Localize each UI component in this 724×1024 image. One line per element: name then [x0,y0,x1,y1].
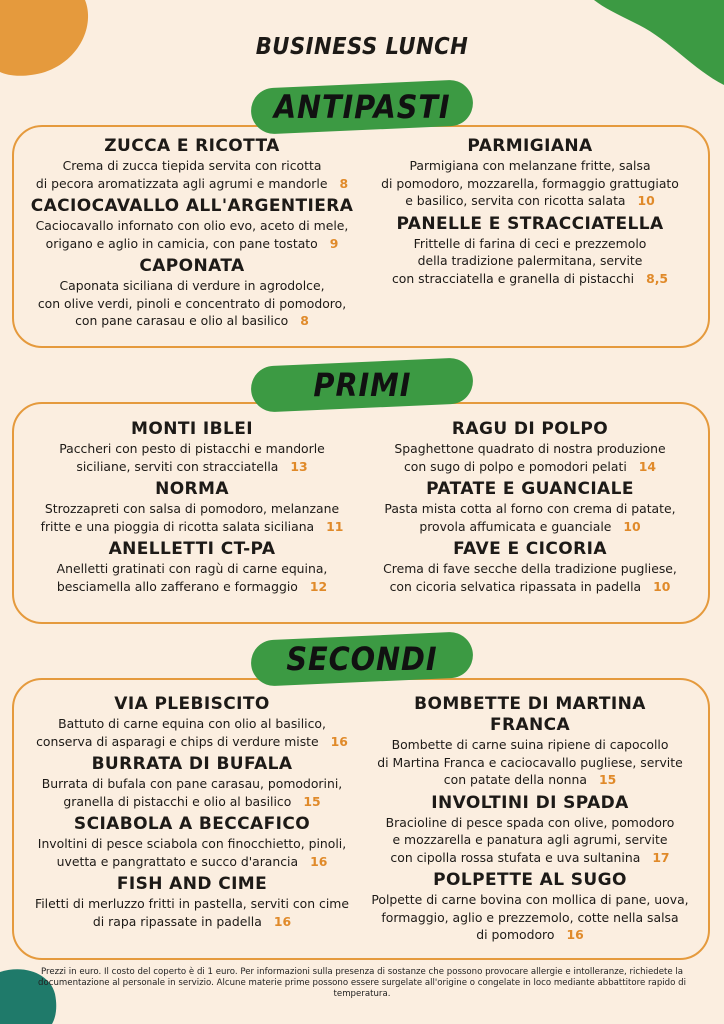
dish-name: CAPONATA [139,256,245,276]
dish-monti-iblei [20,419,364,475]
dish-name: FISH AND CIME [116,874,268,894]
dish-name: VIA PLEBISCITO [114,694,270,714]
price: 8 [300,313,309,328]
dish-patate-e-guanciale [362,479,698,535]
dish-description: Paccheri con pesto di pistacchi e mandorle siciliane, serviti con stracciatella 13 [59,441,325,474]
price: 16 [310,853,328,869]
price: 16 [566,927,584,942]
dish-description: Frittelle di farina di ceci e prezzemolo della tradizione palermitana, servite con stracciatella e granella di pistacchi 8,5 [391,235,669,286]
price: 15 [598,772,617,787]
price: 16 [330,733,348,749]
price: 10 [637,193,655,208]
dish-description: Crema di zucca tiepida servita con ricotta di pecora aromatizzata agli agrumi e mandorle 8 [35,158,349,191]
price: 16 [273,913,292,929]
dish-name: INVOLTINI DI SPADA [431,792,629,813]
price: 8 [339,175,349,191]
dish-involtini-di-spada [362,793,698,867]
price: 10 [623,518,641,534]
dish-fish-and-cime [20,874,364,930]
dish-name: SCIABOLA A BECCAFICO [73,814,311,834]
dish-description: Parmigiana con melanzane fritte, salsa di pomodoro, mozzarella, formaggio grattugiato e basilico, servita con ricotta salata 10 [381,158,679,208]
section-label-secondi [250,631,474,687]
dish-name: PARMIGIANA [467,136,593,156]
primi-right-column [362,419,698,599]
price: 15 [303,793,321,809]
dish-name: MONTI IBLEI [131,419,253,439]
dish-sciabola-a-beccafico [20,814,364,870]
dish-zucca-e-ricotta [20,136,364,192]
section-label-primi [250,357,474,413]
dish-name: POLPETTE AL SUGO [433,870,627,890]
dish-name: ANELLETTI CT-PA [108,539,276,559]
dish-description: Bracioline di pesce spada con olive, pomodoro e mozzarella e panatura agli agrumi, servite con cipolla rossa stufata e uva sultanina 17 [385,814,675,865]
price: 8,5 [646,270,669,286]
antipasti-right-column [362,136,698,291]
dish-bombette [362,694,698,789]
price: 12 [309,578,328,594]
price: 9 [329,235,339,251]
dish-description: Burrata di bufala con pane carasau, pomodorini, granella di pistacchi e olio al basilico 15 [41,776,343,809]
dish-description: Pasta mista cotta al forno con crema di patate, provola affumicata e guanciale 10 [384,501,676,534]
dish-description: Involtini di pesce sciabola con finocchietto, pinoli, uvetta e pangrattato e succo d'arancia 16 [37,836,347,869]
dish-via-plebiscito [20,694,364,750]
dish-name: RAGU DI POLPO [451,419,609,439]
dish-name: FAVE E CICORIA [453,539,607,559]
secondi-right-column [362,694,698,948]
price: 17 [652,849,670,865]
dish-name: PATATE E GUANCIALE [426,479,634,499]
section-title: PRIMI [313,366,411,404]
dish-description: Strozzapreti con salsa di pomodoro, melanzane fritte e una pioggia di ricotta salata siciliana 11 [40,501,344,534]
dish-description: Spaghettone quadrato di nostra produzione con sugo di polpo e pomodori pelati 14 [394,441,666,474]
section-label-antipasti [250,79,474,135]
dish-ragu-di-polpo [362,419,698,475]
dish-caponata [20,256,364,330]
section-title: ANTIPASTI [273,88,451,126]
price: 11 [326,518,344,534]
dish-name: BURRATA DI BUFALA [91,754,293,774]
dish-description: Caciocavallo infornato con olio evo, aceto di mele, origano e aglio in camicia, con pane tostato 9 [35,218,349,251]
dish-description: Bombette di carne suina ripiene di capocollo di Martina Franca e caciocavallo pugliese, servite con patate della nonna 15 [377,737,683,787]
dish-name: PANELLE E STRACCIATELLA [396,213,664,234]
dish-description: Filetti di merluzzo fritti in pastella, serviti con cime di rapa ripassate in padella 16 [35,896,349,929]
price: 13 [290,458,308,474]
dish-caciocavallo [20,196,364,252]
dish-description: Crema di fave secche della tradizione pugliese, con cicoria selvatica ripassata in padella 10 [383,561,677,594]
dish-parmigiana [362,136,698,210]
dish-burrata-di-bufala [20,754,364,810]
dish-anelletti [20,539,364,595]
dish-description: Battuto di carne equina con olio al basilico, conserva di asparagi e chips di verdure miste 16 [36,716,348,749]
dish-fave-e-cicoria [362,539,698,595]
dish-name: BOMBETTE DI MARTINA FRANCA [414,694,646,735]
footer-notice: Prezzi in euro. Il costo del coperto è di 1 euro. Per informazioni sulla presenza di sostanze che possono provocare allergie e intolleranze, richiedete la documentazione al personale in servizio. Alcune materie prime possono essere surgelate all'origine o congelate in loco mediante abbattitore rapido di temperatura. [38,967,686,999]
dish-name: NORMA [155,479,229,499]
dish-description: Anelletti gratinati con ragù di carne equina, besciamella allo zafferano e formaggio 12 [56,561,328,594]
primi-left-column [20,419,364,599]
section-title: SECONDI [286,640,438,678]
dish-description: Caponata siciliana di verdure in agrodolce, con olive verdi, pinoli e concentrato di pomodoro, con pane carasau e olio al basilico 8 [37,278,347,328]
dish-name: ZUCCA E RICOTTA [104,136,280,156]
dish-panelle [362,214,698,288]
price: 14 [638,458,657,474]
price: 10 [653,578,671,594]
dish-norma [20,479,364,535]
dish-name: CACIOCAVALLO ALL'ARGENTIERA [30,196,354,216]
menu-title: BUSINESS LUNCH [255,34,469,60]
dish-polpette-al-sugo [362,870,698,944]
secondi-left-column [20,694,364,934]
antipasti-left-column [20,136,364,334]
dish-description: Polpette di carne bovina con mollica di pane, uova, formaggio, aglio e prezzemolo, cotte nella salsa di pomodoro 16 [371,892,689,942]
